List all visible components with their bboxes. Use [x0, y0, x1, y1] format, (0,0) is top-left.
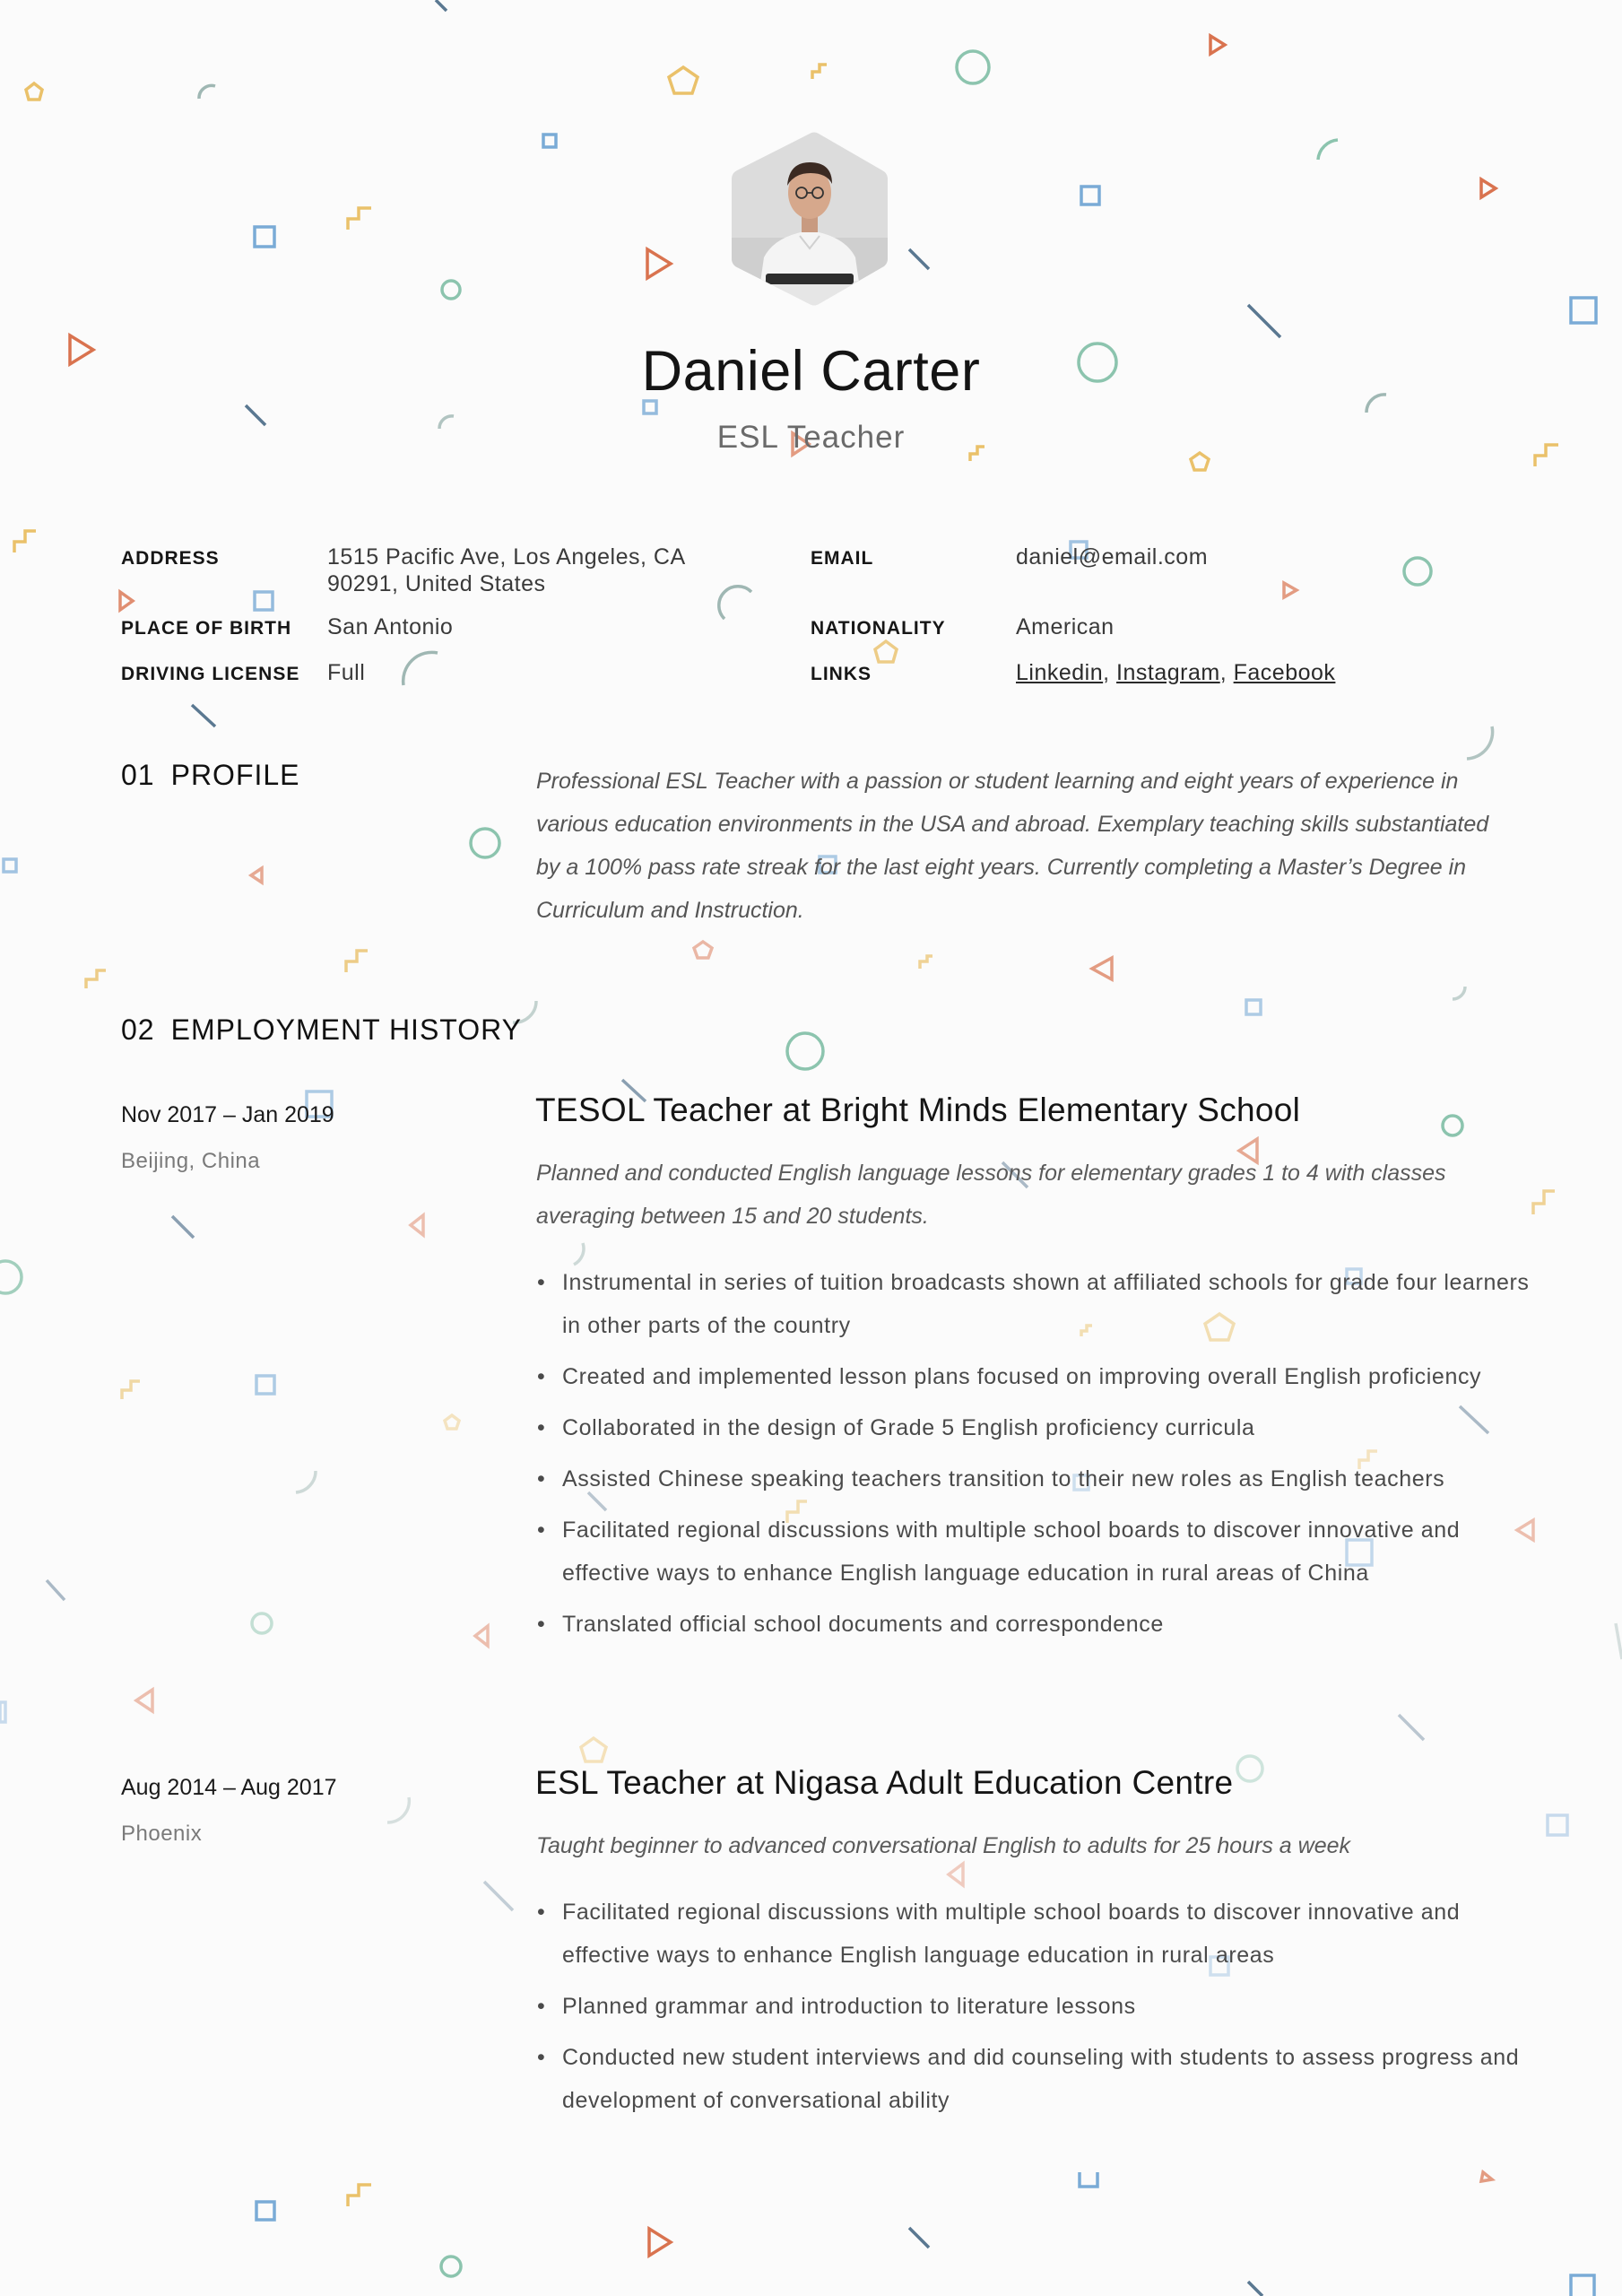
list-item: • Planned grammar and introduction to literature lessons [562, 1985, 1540, 2028]
list-item: • Instrumental in series of tuition broadcasts shown at affiliated schools for grade four learners in other parts of the country [562, 1261, 1540, 1347]
profile-section-title: PROFILE [170, 759, 300, 791]
job-bullet-list [535, 1891, 1540, 2130]
candidate-name: Daniel Carter [641, 340, 981, 403]
facebook-link[interactable]: Facebook [1233, 660, 1336, 685]
address-value [327, 544, 749, 597]
address-label: ADDRESS [121, 548, 220, 569]
job-bullet-list [535, 1261, 1540, 1654]
list-item: • Facilitated regional discussions with multiple school boards to discover innovative and effective ways to enhance English language education in rural areas [562, 1891, 1540, 1977]
profile-section-number: 01 [121, 759, 155, 791]
nationality-value: American [1016, 614, 1115, 639]
employment-section-title: EMPLOYMENT HISTORY [170, 1013, 523, 1046]
employment-section-number: 02 [121, 1013, 155, 1046]
job-description: Planned and conducted English language lessons for elementary grades 1 to 4 with classes averaging between 15 and 20 students. [536, 1161, 1446, 1229]
profile-heading [121, 759, 300, 792]
list-item: • Facilitated regional discussions with multiple school boards to discover innovative and effective ways to enhance English language education in rural areas of China [562, 1509, 1540, 1595]
profile-photo [730, 130, 889, 308]
list-item: • Translated official school documents and correspondence [562, 1603, 1540, 1646]
link-separator: , [1219, 660, 1227, 685]
employment-heading [121, 1013, 522, 1047]
job-description: Taught beginner to advanced conversational English to adults for 25 hours a week [536, 1833, 1351, 1858]
driving-license-label: DRIVING LICENSE [121, 664, 300, 684]
email-label: EMAIL [811, 548, 874, 569]
nationality-label: NATIONALITY [811, 618, 946, 639]
address-line-1: 1515 Pacific Ave, Los Angeles, CA [327, 544, 686, 570]
job-title: TESOL Teacher at Bright Minds Elementary School [535, 1091, 1301, 1128]
job-location: Phoenix [121, 1822, 203, 1846]
profile-photo-icon [730, 130, 889, 308]
links-list [1016, 659, 1335, 686]
list-item: • Conducted new student interviews and did counseling with students to assess progress and development of conversational ability [562, 2036, 1540, 2122]
instagram-link[interactable]: Instagram [1116, 660, 1220, 685]
driving-license-value: Full [327, 660, 366, 685]
profile-summary: Professional ESL Teacher with a passion or student learning and eight years of experience in various education environments in the USA and abroad. Exemplary teaching skills substantiated by a 100% pass rate streak for the last eight years. Currently completing a Master’s Degree in Curriculum and Instruction. [536, 769, 1489, 923]
linkedin-link[interactable]: Linkedin [1016, 660, 1104, 685]
place-of-birth-value: San Antonio [327, 614, 454, 639]
job-title: ESL Teacher at Nigasa Adult Education Centre [535, 1764, 1234, 1801]
place-of-birth-label: PLACE OF BIRTH [121, 618, 292, 639]
job-dates: Aug 2014 – Aug 2017 [121, 1775, 337, 1800]
list-item: • Collaborated in the design of Grade 5 English proficiency curricula [562, 1406, 1540, 1449]
links-label: LINKS [811, 664, 872, 684]
link-separator: , [1103, 660, 1110, 685]
address-line-2: 90291, United States [327, 571, 546, 596]
list-item: • Created and implemented lesson plans focused on improving overall English proficiency [562, 1355, 1540, 1398]
job-dates: Nov 2017 – Jan 2019 [121, 1102, 334, 1127]
job-location: Beijing, China [121, 1149, 261, 1173]
email-value[interactable]: daniel@email.com [1016, 544, 1209, 570]
list-item: • Assisted Chinese speaking teachers transition to their new roles as English teachers [562, 1457, 1540, 1500]
candidate-job-title: ESL Teacher [716, 420, 906, 455]
